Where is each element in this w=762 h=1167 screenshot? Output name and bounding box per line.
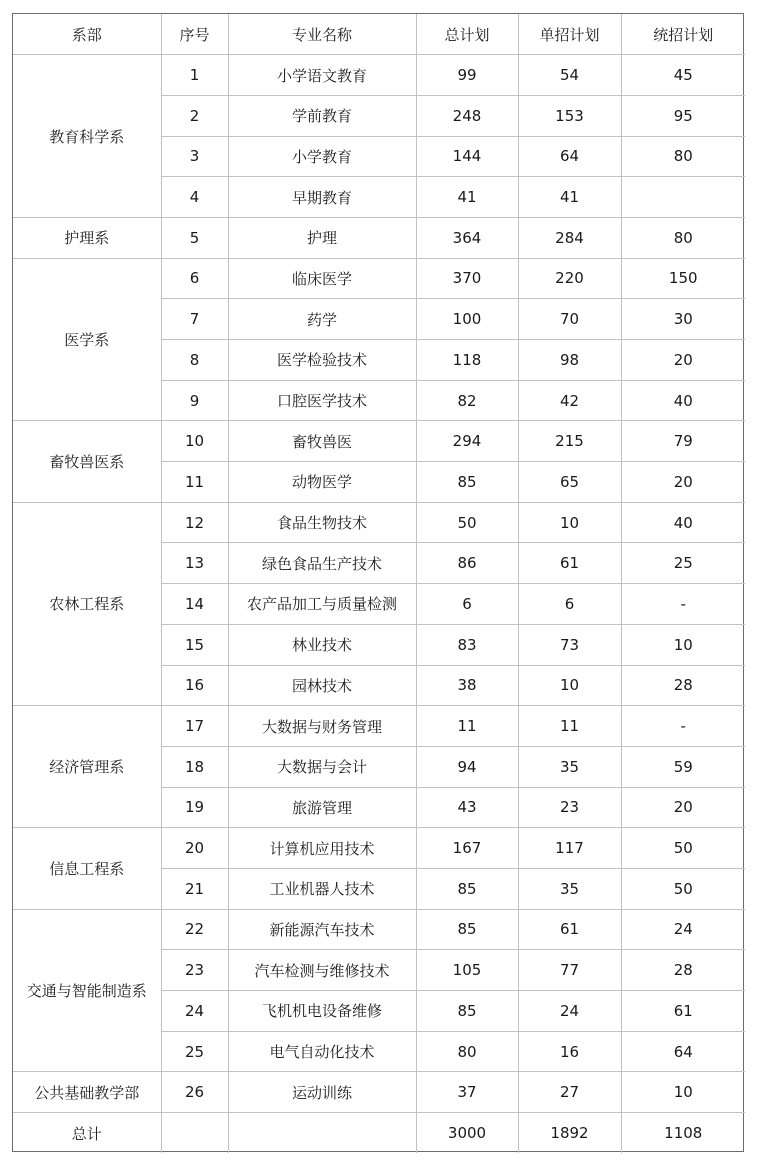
- unified-plan: 30: [621, 299, 745, 340]
- table-row: [13, 706, 745, 747]
- unified-plan: 80: [621, 136, 745, 177]
- single-plan: 10: [518, 665, 621, 706]
- unified-plan: 40: [621, 502, 745, 543]
- totals-empty-cell: [161, 1113, 228, 1154]
- total-plan: 248: [416, 95, 518, 136]
- department-name: 畜牧兽医系: [13, 421, 161, 502]
- major-number: 19: [161, 787, 228, 828]
- total-plan: 6: [416, 584, 518, 625]
- total-plan: 41: [416, 177, 518, 218]
- major-number: 23: [161, 950, 228, 991]
- total-plan: 100: [416, 299, 518, 340]
- table-row: [13, 217, 745, 258]
- major-number: 11: [161, 462, 228, 503]
- totals-row: [13, 1113, 745, 1154]
- total-plan: 50: [416, 502, 518, 543]
- major-name: 早期教育: [228, 177, 416, 218]
- header-single-plan: 单招计划: [518, 14, 621, 55]
- unified-plan: 45: [621, 55, 745, 96]
- unified-plan: 40: [621, 380, 745, 421]
- enrollment-plan-table-container: [12, 13, 744, 1152]
- department-name: 医学系: [13, 258, 161, 421]
- unified-plan: 64: [621, 1031, 745, 1072]
- single-plan: 54: [518, 55, 621, 96]
- single-plan: 98: [518, 340, 621, 381]
- major-number: 17: [161, 706, 228, 747]
- enrollment-plan-table: [13, 14, 745, 1153]
- total-plan: 80: [416, 1031, 518, 1072]
- header-total-plan: 总计划: [416, 14, 518, 55]
- major-name: 电气自动化技术: [228, 1031, 416, 1072]
- single-plan: 42: [518, 380, 621, 421]
- major-number: 13: [161, 543, 228, 584]
- department-name: 公共基础教学部: [13, 1072, 161, 1113]
- unified-plan: 59: [621, 746, 745, 787]
- major-name: 汽车检测与维修技术: [228, 950, 416, 991]
- single-plan: 73: [518, 624, 621, 665]
- total-plan: 294: [416, 421, 518, 462]
- major-number: 8: [161, 340, 228, 381]
- single-plan: 117: [518, 828, 621, 869]
- major-number: 12: [161, 502, 228, 543]
- major-number: 20: [161, 828, 228, 869]
- header-number: 序号: [161, 14, 228, 55]
- total-plan: 86: [416, 543, 518, 584]
- single-plan: 24: [518, 991, 621, 1032]
- major-name: 绿色食品生产技术: [228, 543, 416, 584]
- table-row: [13, 55, 745, 96]
- major-name: 运动训练: [228, 1072, 416, 1113]
- major-number: 1: [161, 55, 228, 96]
- total-plan: 364: [416, 217, 518, 258]
- unified-plan: 24: [621, 909, 745, 950]
- major-name: 畜牧兽医: [228, 421, 416, 462]
- major-name: 学前教育: [228, 95, 416, 136]
- totals-total: 3000: [416, 1113, 518, 1154]
- major-name: 临床医学: [228, 258, 416, 299]
- single-plan: 284: [518, 217, 621, 258]
- major-number: 10: [161, 421, 228, 462]
- table-row: [13, 828, 745, 869]
- single-plan: 41: [518, 177, 621, 218]
- major-number: 3: [161, 136, 228, 177]
- single-plan: 10: [518, 502, 621, 543]
- unified-plan: [621, 177, 745, 218]
- major-number: 24: [161, 991, 228, 1032]
- total-plan: 167: [416, 828, 518, 869]
- total-plan: 85: [416, 991, 518, 1032]
- single-plan: 16: [518, 1031, 621, 1072]
- major-number: 21: [161, 868, 228, 909]
- single-plan: 153: [518, 95, 621, 136]
- major-name: 农产品加工与质量检测: [228, 584, 416, 625]
- unified-plan: 10: [621, 1072, 745, 1113]
- major-number: 5: [161, 217, 228, 258]
- total-plan: 105: [416, 950, 518, 991]
- total-plan: 94: [416, 746, 518, 787]
- single-plan: 220: [518, 258, 621, 299]
- major-name: 口腔医学技术: [228, 380, 416, 421]
- major-number: 15: [161, 624, 228, 665]
- department-name: 交通与智能制造系: [13, 909, 161, 1072]
- major-number: 18: [161, 746, 228, 787]
- major-number: 25: [161, 1031, 228, 1072]
- major-number: 14: [161, 584, 228, 625]
- major-number: 7: [161, 299, 228, 340]
- unified-plan: 10: [621, 624, 745, 665]
- major-number: 2: [161, 95, 228, 136]
- single-plan: 35: [518, 868, 621, 909]
- header-unified-plan: 统招计划: [621, 14, 745, 55]
- single-plan: 70: [518, 299, 621, 340]
- single-plan: 6: [518, 584, 621, 625]
- unified-plan: -: [621, 706, 745, 747]
- major-name: 园林技术: [228, 665, 416, 706]
- header-department: 系部: [13, 14, 161, 55]
- table-row: [13, 502, 745, 543]
- unified-plan: 50: [621, 828, 745, 869]
- major-name: 食品生物技术: [228, 502, 416, 543]
- major-number: 4: [161, 177, 228, 218]
- unified-plan: 28: [621, 665, 745, 706]
- single-plan: 65: [518, 462, 621, 503]
- total-plan: 83: [416, 624, 518, 665]
- major-name: 医学检验技术: [228, 340, 416, 381]
- major-name: 飞机机电设备维修: [228, 991, 416, 1032]
- single-plan: 27: [518, 1072, 621, 1113]
- totals-label: 总计: [13, 1113, 161, 1154]
- total-plan: 82: [416, 380, 518, 421]
- total-plan: 11: [416, 706, 518, 747]
- unified-plan: 20: [621, 462, 745, 503]
- totals-single: 1892: [518, 1113, 621, 1154]
- table-row: [13, 1072, 745, 1113]
- major-name: 小学教育: [228, 136, 416, 177]
- major-number: 9: [161, 380, 228, 421]
- table-row: [13, 258, 745, 299]
- single-plan: 215: [518, 421, 621, 462]
- total-plan: 85: [416, 462, 518, 503]
- department-name: 经济管理系: [13, 706, 161, 828]
- unified-plan: 79: [621, 421, 745, 462]
- major-name: 动物医学: [228, 462, 416, 503]
- total-plan: 37: [416, 1072, 518, 1113]
- single-plan: 61: [518, 909, 621, 950]
- major-name: 药学: [228, 299, 416, 340]
- major-name: 大数据与会计: [228, 746, 416, 787]
- major-name: 林业技术: [228, 624, 416, 665]
- single-plan: 11: [518, 706, 621, 747]
- major-name: 工业机器人技术: [228, 868, 416, 909]
- major-number: 26: [161, 1072, 228, 1113]
- unified-plan: 150: [621, 258, 745, 299]
- major-name: 旅游管理: [228, 787, 416, 828]
- department-name: 护理系: [13, 217, 161, 258]
- single-plan: 77: [518, 950, 621, 991]
- header-major-name: 专业名称: [228, 14, 416, 55]
- unified-plan: 28: [621, 950, 745, 991]
- header-row: [13, 14, 745, 55]
- total-plan: 118: [416, 340, 518, 381]
- major-name: 小学语文教育: [228, 55, 416, 96]
- total-plan: 144: [416, 136, 518, 177]
- unified-plan: 50: [621, 868, 745, 909]
- totals-unified: 1108: [621, 1113, 745, 1154]
- unified-plan: 95: [621, 95, 745, 136]
- major-name: 计算机应用技术: [228, 828, 416, 869]
- single-plan: 61: [518, 543, 621, 584]
- total-plan: 85: [416, 868, 518, 909]
- single-plan: 23: [518, 787, 621, 828]
- total-plan: 38: [416, 665, 518, 706]
- unified-plan: 20: [621, 787, 745, 828]
- table-body: [13, 55, 745, 1154]
- total-plan: 43: [416, 787, 518, 828]
- table-row: [13, 909, 745, 950]
- single-plan: 35: [518, 746, 621, 787]
- major-name: 大数据与财务管理: [228, 706, 416, 747]
- total-plan: 85: [416, 909, 518, 950]
- major-number: 22: [161, 909, 228, 950]
- major-number: 16: [161, 665, 228, 706]
- unified-plan: -: [621, 584, 745, 625]
- unified-plan: 61: [621, 991, 745, 1032]
- department-name: 农林工程系: [13, 502, 161, 705]
- unified-plan: 80: [621, 217, 745, 258]
- total-plan: 370: [416, 258, 518, 299]
- unified-plan: 25: [621, 543, 745, 584]
- totals-empty-cell: [228, 1113, 416, 1154]
- major-name: 护理: [228, 217, 416, 258]
- major-name: 新能源汽车技术: [228, 909, 416, 950]
- single-plan: 64: [518, 136, 621, 177]
- unified-plan: 20: [621, 340, 745, 381]
- table-row: [13, 421, 745, 462]
- total-plan: 99: [416, 55, 518, 96]
- department-name: 信息工程系: [13, 828, 161, 909]
- department-name: 教育科学系: [13, 55, 161, 218]
- major-number: 6: [161, 258, 228, 299]
